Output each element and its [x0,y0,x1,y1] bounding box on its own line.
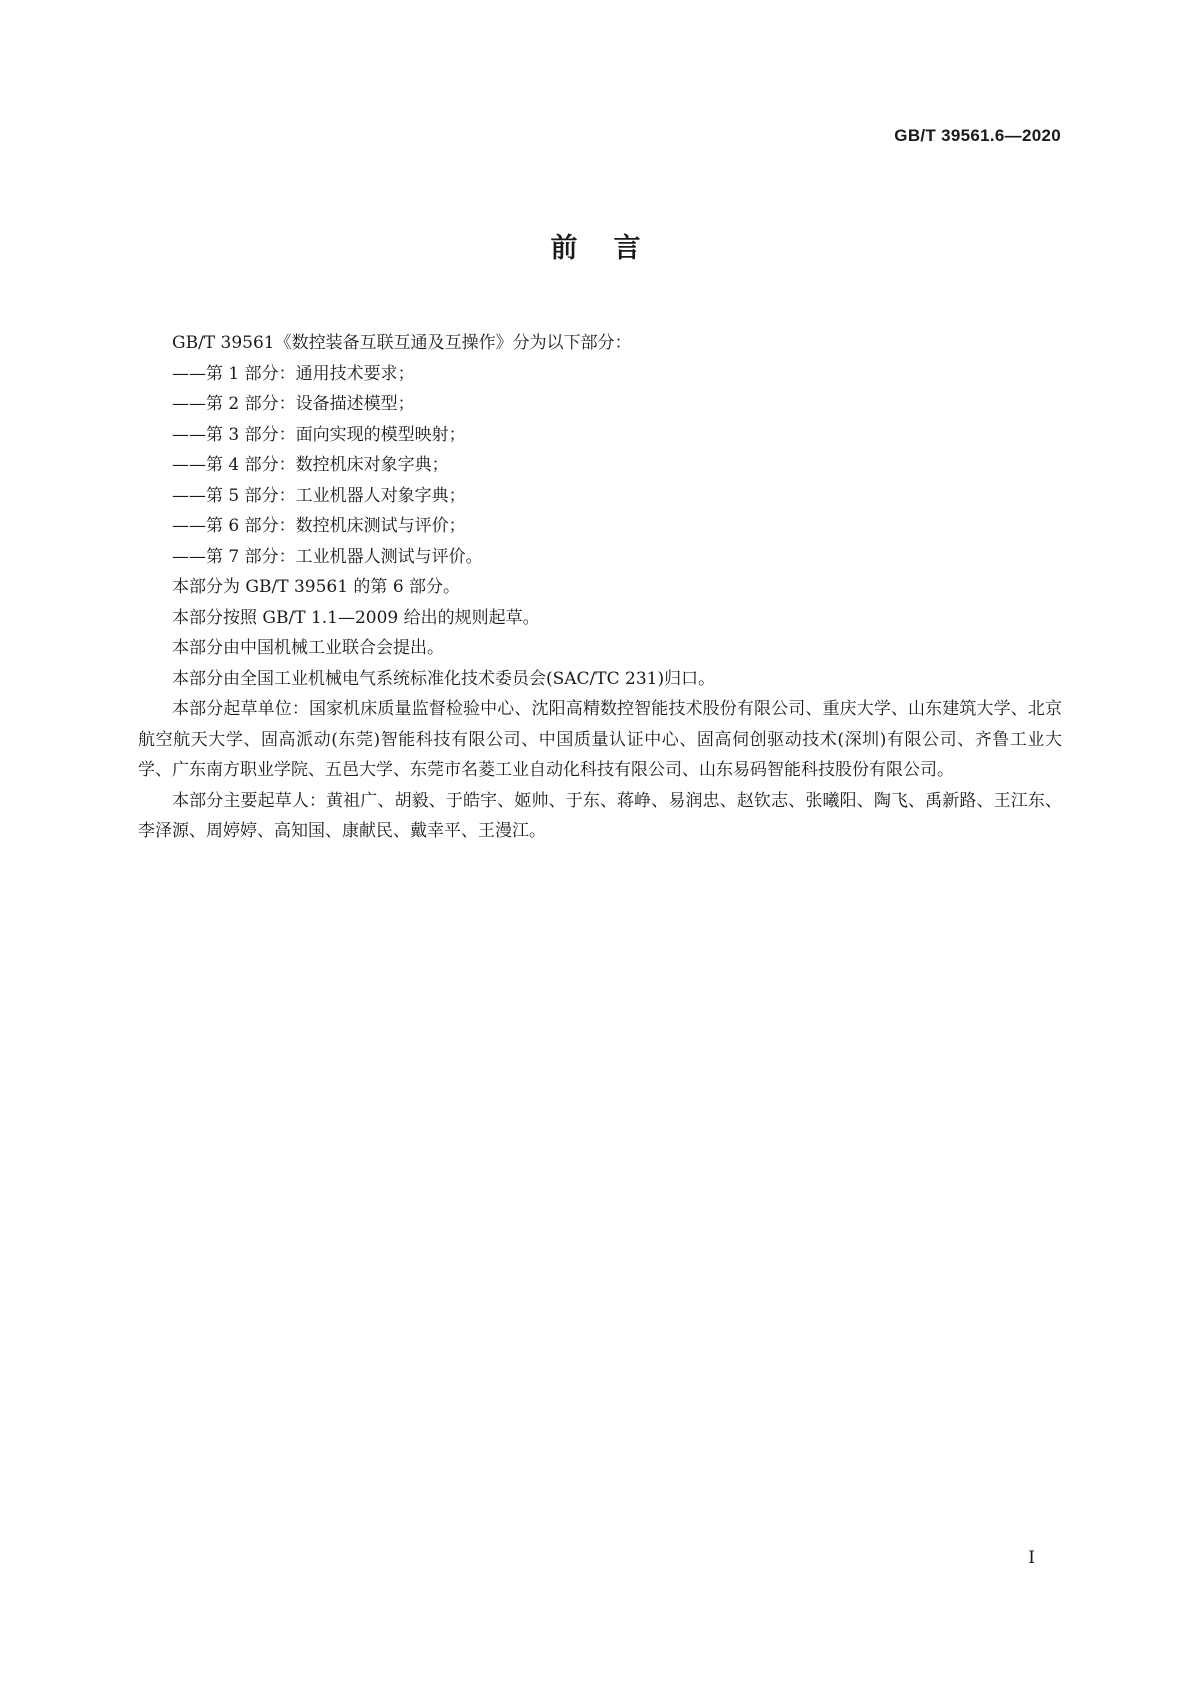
list-item: ——第 4 部分：数控机床对象字典； [172,455,449,475]
foreword-body [138,328,1062,847]
list-item: ——第 5 部分：工业机器人对象字典； [172,485,466,506]
drafting-rules-paragraph: 本部分按照 GB/T 1.1—2009 给出的规则起草。 [172,607,540,628]
parts-list [138,359,1062,573]
proposer-paragraph: 本部分由中国机械工业联合会提出。 [172,638,444,658]
drafting-units-paragraph: 本部分起草单位：国家机床质量监督检验中心、沈阳高精数控智能技术股份有限公司、重庆大学、山东建筑大学、北京航空航天大学、固高派动(东莞)智能科技有限公司、中国质量认证中心、固高伺创驱动技术(深圳)有限公司、齐鲁工业大学、广东南方职业学院、五邑大学、东莞市名菱工业自动化科技有限公司、山东易码智能科技股份有限公司。 [138,699,1062,780]
committee-paragraph: 本部分由全国工业机械电气系统标准化技术委员会(SAC/TC 231)归口。 [172,668,716,689]
list-item: ——第 7 部分：工业机器人测试与评价。 [172,546,483,567]
standard-number: GB/T 39561.6—2020 [894,126,1061,145]
list-item: ——第 1 部分：通用技术要求； [172,363,415,384]
list-item: ——第 2 部分：设备描述模型； [172,394,415,414]
list-item: ——第 6 部分：数控机床测试与评价； [172,516,466,536]
intro-paragraph: GB/T 39561《数控装备互联互通及互操作》分为以下部分： [172,333,632,353]
page-title: 前言 [550,233,677,264]
part-statement-paragraph: 本部分为 GB/T 39561 的第 6 部分。 [172,577,461,597]
drafters-paragraph: 本部分主要起草人：黄祖广、胡毅、于皓宇、姬帅、于东、蒋峥、易润忠、赵钦志、张曦阳、陶飞、禹新路、王江东、李泽源、周婷婷、高知国、康献民、戴幸平、王漫江。 [138,790,1062,841]
page-number: I [1028,1548,1035,1568]
list-item: ——第 3 部分：面向实现的模型映射； [172,424,466,445]
